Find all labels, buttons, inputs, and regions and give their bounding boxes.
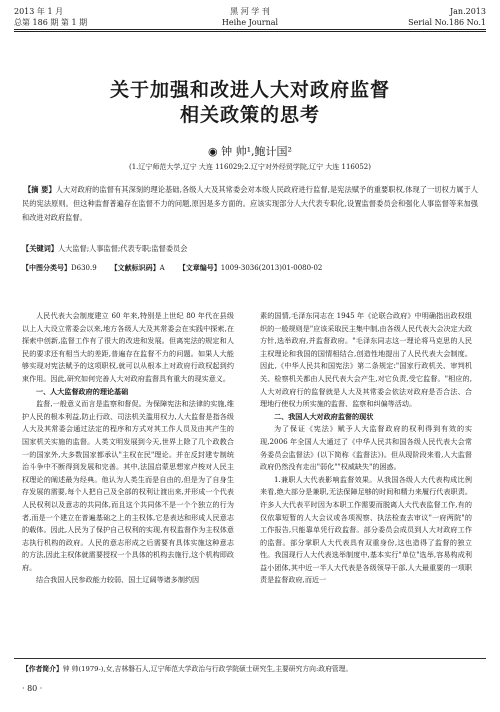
clc-field [22,263,97,273]
section-heading-2: 二、我国人大对政府监督的现状 [274,411,374,421]
header-serial-cn: 总第 186 期 第 1 期 [14,18,88,27]
article-title [0,78,500,128]
article-number-value: 1009-3036(2013)01-0080-02 [220,264,323,272]
body-paragraph: 结合我国人民参政能力较弱、国土辽阔等诸多制约因 [36,575,200,585]
body-column-right [260,310,472,587]
running-header-top-row [14,6,486,17]
section-heading-1: 一、人大监督政府的理论基础 [36,386,129,396]
abstract-label: 【摘 要】 [24,185,56,194]
body-column-left [22,310,234,587]
header-issue-en: Jan.2013 [449,7,486,16]
header-year-month: 2013 年 1 月 [14,7,64,16]
body-paragraph: 1.兼职人大代表影响监督效果。从我国各级人大代表构成比例来看,绝大部分是兼职,无法保障足够的时间和精力来履行代表职责。许多人大代表平时因为本职工作需要而脱离人大代表监督工作,有的仅依靠短暂的人大会议或各项视察、执法检查去审议"一府两院"的工作报告,只能靠单凭行政监督。部分委员会成员到人大对政府工作的监督。部分掌职人大代表具有双重身份,这也造得了监督的独立性。我国现行人大代表选举制度中,基本实行"单位"选举,容易构成利益小团体,其中近一半人大代表是各级领导干部,人大最重要的一项职责是监督政府,而近一 [260,474,472,585]
keywords-label: 【关键词】 [22,244,58,253]
footnote-divider [14,658,486,659]
running-header [14,6,486,32]
article-number-field [179,263,323,273]
abstract [22,183,478,225]
title-line-2: 相关政策的思考 [179,104,320,126]
clc-label: 【中图分类号】 [22,263,71,272]
clc-value: D630.9 [71,264,97,272]
author-footnote [22,663,478,673]
author-line: ◉ 钟 帅¹,鲍计国² [208,145,292,158]
header-rule-thick [14,29,486,30]
body-paragraph: 素的国情,毛泽东同志在 1945 年《论联合政府》中明确指出政权组织的一般规则是"应该采取民主集中制,由各级人民代表大会决定大政方针,选举政府,并监督政府。"毛泽东同志这一理论将马克思的人民主权理论和我国的国情相结合,创造性地提出了人民代表大会制度。因此,《中华人民共和国宪法》第二条规定:"国家行政机关、审判机关、检察机关都由人民代表大会产生,对它负责,受它监督。"相应的,人大对政府行的监督就是人大及其常委会依法对政府是否合法、合理地行使权力所实施的监督、监察和纠偏等活动。 [260,311,472,409]
body-paragraph: 人民代表大会制度建立 60 年来,特别是上世纪 80 年代在县级以上人大设立常委会以来,地方各级人大及其常委会在实践中探索,在探索中创新,监督工作有了很大的改进和发展。但离宪法的规定和人民的要求还有相当大的差距,普遍存在监督不力的问题。如果人大能够实现对宪法赋予的这项职权,就可以从根本上对政府行政权起到约束作用。因此,研究如何完善人大对政府监督具有重大的现实意义。 [22,311,234,383]
affiliation-line: (1.辽宁师范大学,辽宁 大连 116029;2.辽宁对外经贸学院,辽宁 大连 116052) [129,163,371,171]
doc-code-field [111,263,165,273]
doc-code-value: A [159,264,165,272]
footnote-text: 钟 帅(1979-),女,吉林磐石人,辽宁师范大学政治与行政学院硕士研究生,主要研究方向:政府管理。 [62,665,353,673]
keywords [22,244,478,254]
footnote-label: 【作者简介】 [22,665,63,673]
keywords-text: 人大监督;人事监督;代表专职;监督委员会 [57,244,188,253]
body-paragraph: 为了保证《宪法》赋予人大监督政府的权利得到有效的实现,2006 年全国人大通过了《中华人民共和国各级人民代表大会常务委员会监督法》(以下简称《监督法》)。但从现阶段来看,人大监督政府仍然没有走出"弱化""权威缺失"的困惑。 [260,424,472,472]
header-journal-en: Heihe Journal [221,18,279,27]
abstract-text: 人大对政府的监督有其深刻的理论基础,各级人大及其常委会对本级人民政府进行监督,是宪法赋予的重要职权,体现了一切权力属于人民的宪法原则。但这种监督普遍存在监督不力的问题,原因是多方面的。应该实现部分人大代表专职化,设置监督委员会和强化人事监督等来加强和改进对政府监督。 [22,185,478,222]
header-rule-thin [14,31,486,32]
title-line-1: 关于加强和改进人大对政府监督 [109,79,390,101]
running-header-bottom-row [14,17,486,28]
page-number: · 80 · [22,684,43,693]
header-serial-en: Serial No.186 No.1 [408,18,486,27]
header-journal-cn: 黑 河 学 刊 [230,7,270,16]
doc-code-label: 【文献标识码】 [110,263,160,272]
article-number-label: 【文章编号】 [178,263,221,272]
classification-line [22,263,478,273]
body-paragraph: 监督,一般意义而言是监察和督促。为保障宪法和法律的实施,维护人民的根本利益,防止行政、司法机关滥用权力,人大监督是指各级人大及其常委会通过法定的程序和方式对其工作人员及由其产生的国家机关实施的监督。人类文明发展到今天,世界上除了几个政教合一的国家外,大多数国家都承认"主权在民"理论。并在反封建专制统治斗争中不断得到发展和完善。其中,法国启蒙思想家卢梭对人民主权理论的阐述最为经典。他认为人类生而是自由的,但是为了自身生存发展的需要,每个人把自己及全部的权利让渡出来,并形成一个代表人民权利以及意志的共同体,而且这个共同体不是一个个独立的行为者,而是一个建立在普遍基础之上的主权体,它是表达和形成人民意志的载体。因此,人民为了保护自己权利的实现,有权监督作为主权体意志执行机构的政府。人民的意志形成之后需要有具体实施这种意志的方法,因此主权体就需要授权一个具体的机构去施行,这个机构即政府。 [22,399,234,572]
